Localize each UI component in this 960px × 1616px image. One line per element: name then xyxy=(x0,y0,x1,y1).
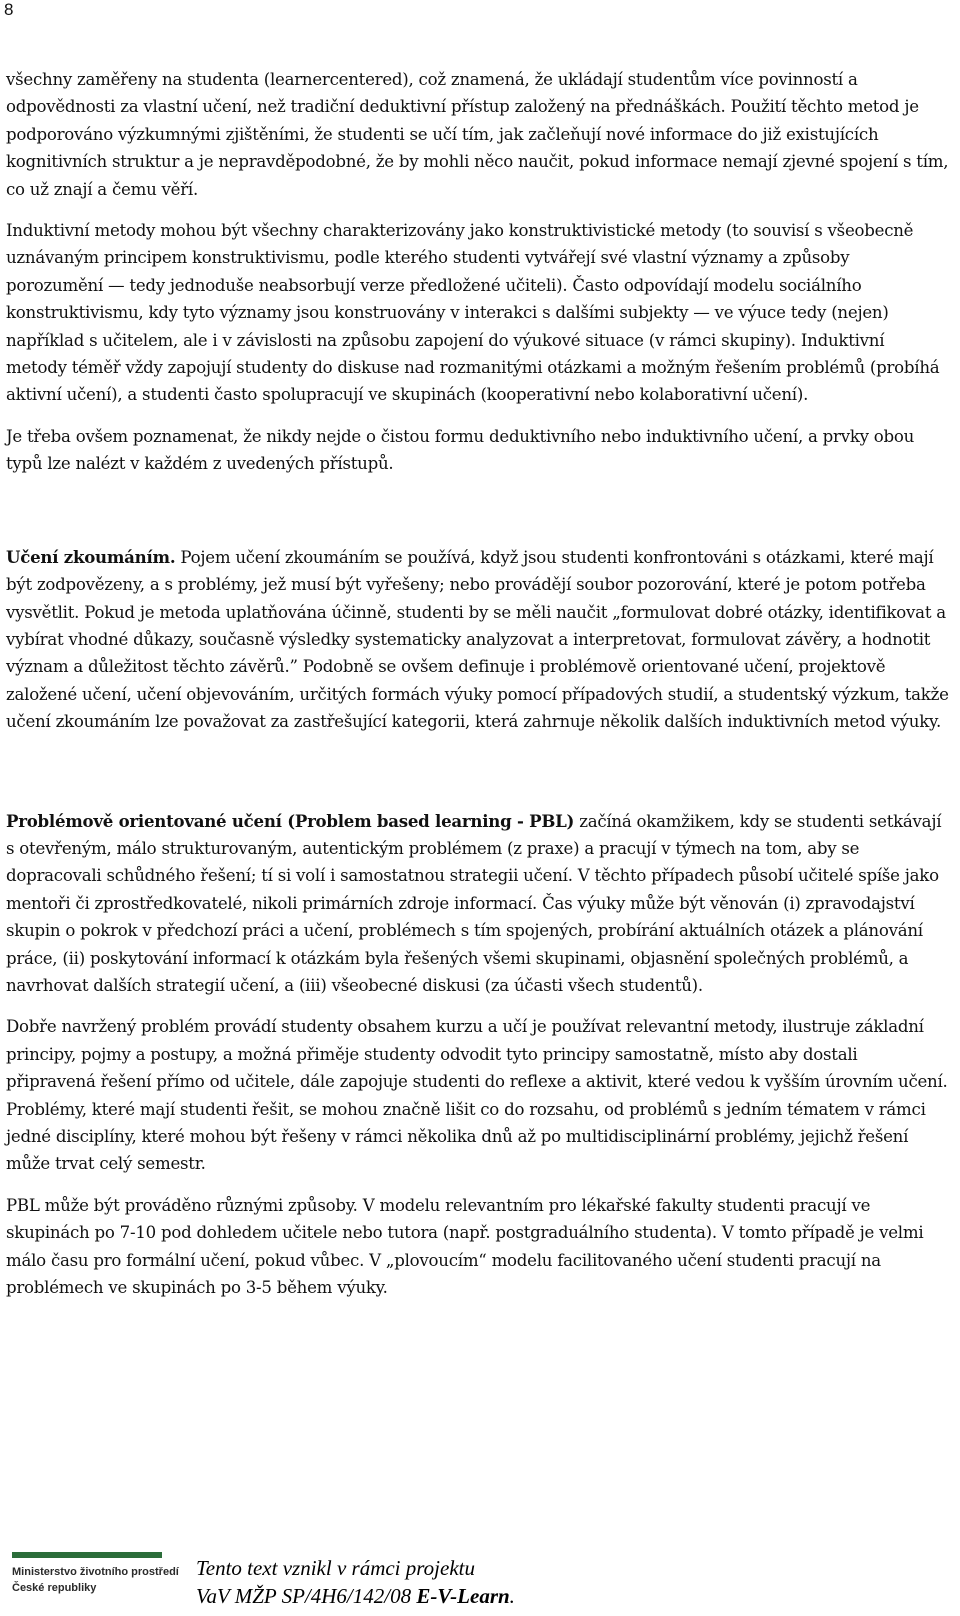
inquiry-heading: Učení zkoumáním. xyxy=(6,546,176,567)
project-line2-end: . xyxy=(509,1584,515,1608)
pbl-heading: Problémově orientované učení (Problem based learning - PBL) xyxy=(6,810,575,831)
logo-text-line2: České republiky xyxy=(12,1582,97,1594)
paragraph-problem-design: Dobře navržený problém provádí studenty obsahem kurzu a učí je používat relevantní metody, ilustruje základní principy, pojmy a postupy, a možná přiměje studenty odvodit tyto principy samostatně, místo aby dostali připravená řešení přímo od učitele, dále zapojuje studenti do reflexe a aktivit, které vedou k vyšším úrovním učení. Problémy, které mají studenti řešit, se mohou značně lišit co do rozsahu, od problémů s jedním tématem v rámci jedné disciplíny, které mohou být řešeny v rámci několika dnů až po multidisciplinární problémy, jejichž řešení může trvat celý semestr. xyxy=(6,1017,948,1174)
page-footer xyxy=(0,1544,960,1616)
inquiry-text: Pojem učení zkoumáním se používá, když jsou studenti konfrontováni s otázkami, které mají být zodpovězeny, a s problémy, jež musí být vyřešeny; nebo provádějí soubor pozorování, které je potom potřeba vysvětlit. Pokud je metoda uplatňována účinně, studenti by se měli naučit „formulovat dobré otázky, identifikovat a vybírat vhodné důkazy, současně výsledky systematicky analyzovat a interpretovat, formulovat závěry, a hodnotit význam a důležitost těchto závěrů.” Podobně se ovšem definuje i problémově orientované učení, projektově založené učení, učení objevováním, určitých formách výuky pomocí případových studií, a studentský výzkum, takže učení zkoumáním lze považovat za zastřešující kategorii, která zahrnuje několik dalších induktivních metod výuky. xyxy=(6,547,949,732)
project-line2 xyxy=(196,1582,515,1610)
project-credit xyxy=(196,1554,515,1610)
project-name: E-V-Learn xyxy=(416,1584,510,1608)
ministry-logo xyxy=(12,1552,182,1610)
logo-green-bar xyxy=(12,1552,162,1558)
paragraph-pbl-models: PBL může být prováděno různými způsoby. V modelu relevantním pro lékařské fakulty studenti pracují ve skupinách po 7-10 pod dohledem učitele nebo tutora (např. postgraduálního studenta). V tomto případě je velmi málo času pro formální učení, pokud vůbec. V „plovoucím“ modelu facilitovaného učení studenti pracují na problémech ve skupinách po 3-5 během výuky. xyxy=(6,1195,924,1298)
document-body xyxy=(6,66,950,1301)
paragraph-note: Je třeba ovšem poznamenat, že nikdy nejde o čistou formu deduktivního nebo induktivního učení, a prvky obou typů lze nalézt v každém z uvedených přístupů. xyxy=(6,426,915,474)
paragraph-inquiry-learning xyxy=(6,544,950,736)
paragraph-constructivism: Induktivní metody mohou být všechny charakterizovány jako konstruktivistické metody (to souvisí s všeobecně uznávaným principem konstruktivismu, podle kterého studenti vytvářejí své vlastní významy a způsoby porozumění — tedy jednoduše neabsorbují verze předložené učiteli). Často odpovídají modelu sociálního konstruktivismu, kdy tyto významy jsou konstruovány v interakci s dalšími subjekty — ve výuce tedy (nejen) například s učitelem, ale i v závislosti na způsobu zapojení do výukové situace (v rámci skupiny). Induktivní metody téměř vždy zapojují studenty do diskuse nad rozmanitými otázkami a možným řešením problémů (probíhá aktivní učení), a studenti často spolupracují ve skupinách (kooperativní nebo kolaborativní učení). xyxy=(6,221,940,405)
paragraph-pbl xyxy=(6,808,950,1000)
project-code: VaV MŽP SP/4H6/142/08 xyxy=(196,1584,417,1608)
page-number: 8 xyxy=(4,0,14,19)
pbl-text: začíná okamžikem, kdy se studenti setkávají s otevřeným, málo strukturovaným, autentickým problémem (z praxe) a pracují v týmech na tom, aby se dopracovali schůdného řešení; tí si volí i samostatnou strategii učení. V těchto případech působí učitelé spíše jako mentoři či zprostředkovatelé, nikoli primárních zdroje informací. Čas výuky může být věnován (i) zpravodajství skupin o pokrok v předchozí práci a učení, problémech s tím spojených, probírání aktuálních otázek a plánování práce, (ii) poskytování informací k otázkám byla řešených všemi skupinami, objasnění společných problémů, a navrhovat dalších strategií učení, a (iii) všeobecné diskusi (za účasti všech studentů). xyxy=(6,811,942,995)
paragraph-learner-centered: všechny zaměřeny na studenta (learnercentered), což znamená, že ukládají studentům více povinností a odpovědnosti za vlastní učení, než tradiční deduktivní přístup založený na přednáškách. Použití těchto metod je podporováno výzkumnými zjištěními, že studenti se učí tím, jak začleňují nové informace do již existujících kognitivních struktur a je nepravděpodobné, že by mohli něco naučit, pokud informace nemají zjevné spojení s tím, co už znají a čemu věří. xyxy=(6,70,949,199)
logo-text-line1: Ministerstvo životního prostředí xyxy=(12,1566,179,1578)
project-line1: Tento text vznikl v rámci projektu xyxy=(196,1556,475,1580)
